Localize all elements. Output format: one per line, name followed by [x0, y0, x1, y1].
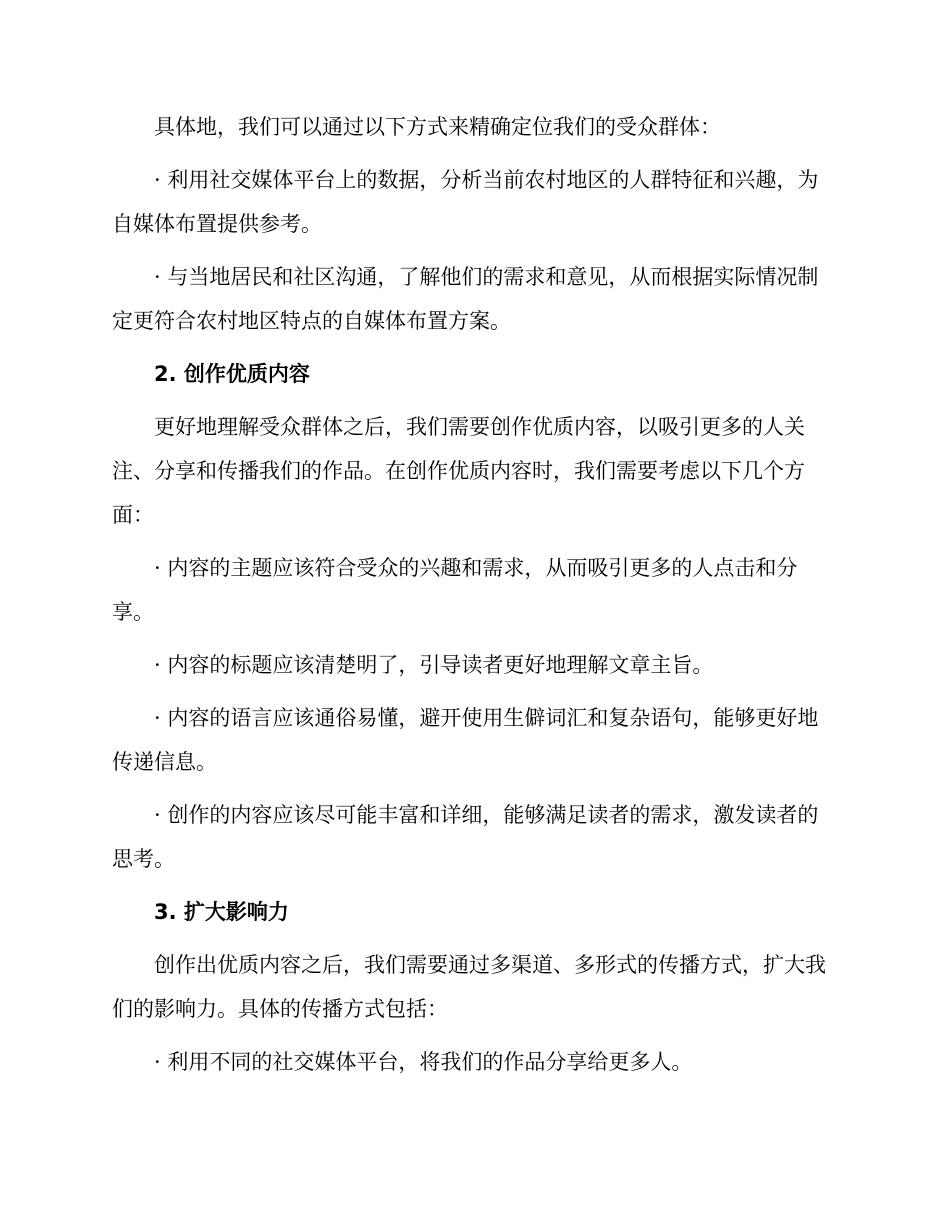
section-heading-2: 2. 创作优质内容: [154, 362, 310, 386]
section-heading-3: 3. 扩大影响力: [154, 900, 289, 924]
bullet-topic: · 内容的主题应该符合受众的兴趣和需求，从而吸引更多的人点击和分享。: [112, 556, 798, 624]
bullet-language: · 内容的语言应该通俗易懂，避开使用生僻词汇和复杂语句，能够更好地传递信息。: [112, 706, 819, 774]
bullet-community: · 与当地居民和社区沟通，了解他们的需求和意见，从而根据实际情况制定更符合农村地区特点的自媒体布置方案。: [112, 265, 819, 333]
bullet-platforms: · 利用不同的社交媒体平台，将我们的作品分享给更多人。: [154, 1050, 693, 1074]
intro-paragraph: 具体地，我们可以通过以下方式来精确定位我们的受众群体：: [154, 115, 721, 139]
bullet-richness: · 创作的内容应该尽可能丰富和详细，能够满足读者的需求，激发读者的思考。: [112, 803, 819, 871]
content-intro-paragraph: 更好地理解受众群体之后，我们需要创作优质内容，以吸引更多的人关注、分享和传播我们的作品。在创作优质内容时，我们需要考虑以下几个方面：: [112, 415, 805, 527]
bullet-title: · 内容的标题应该清楚明了，引导读者更好地理解文章主旨。: [154, 653, 714, 677]
influence-intro-paragraph: 创作出优质内容之后，我们需要通过多渠道、多形式的传播方式，扩大我们的影响力。具体的传播方式包括：: [112, 953, 826, 1021]
document-page: [112, 105, 832, 1084]
bullet-social-data: · 利用社交媒体平台上的数据，分析当前农村地区的人群特征和兴趣，为自媒体布置提供参考。: [112, 168, 819, 236]
